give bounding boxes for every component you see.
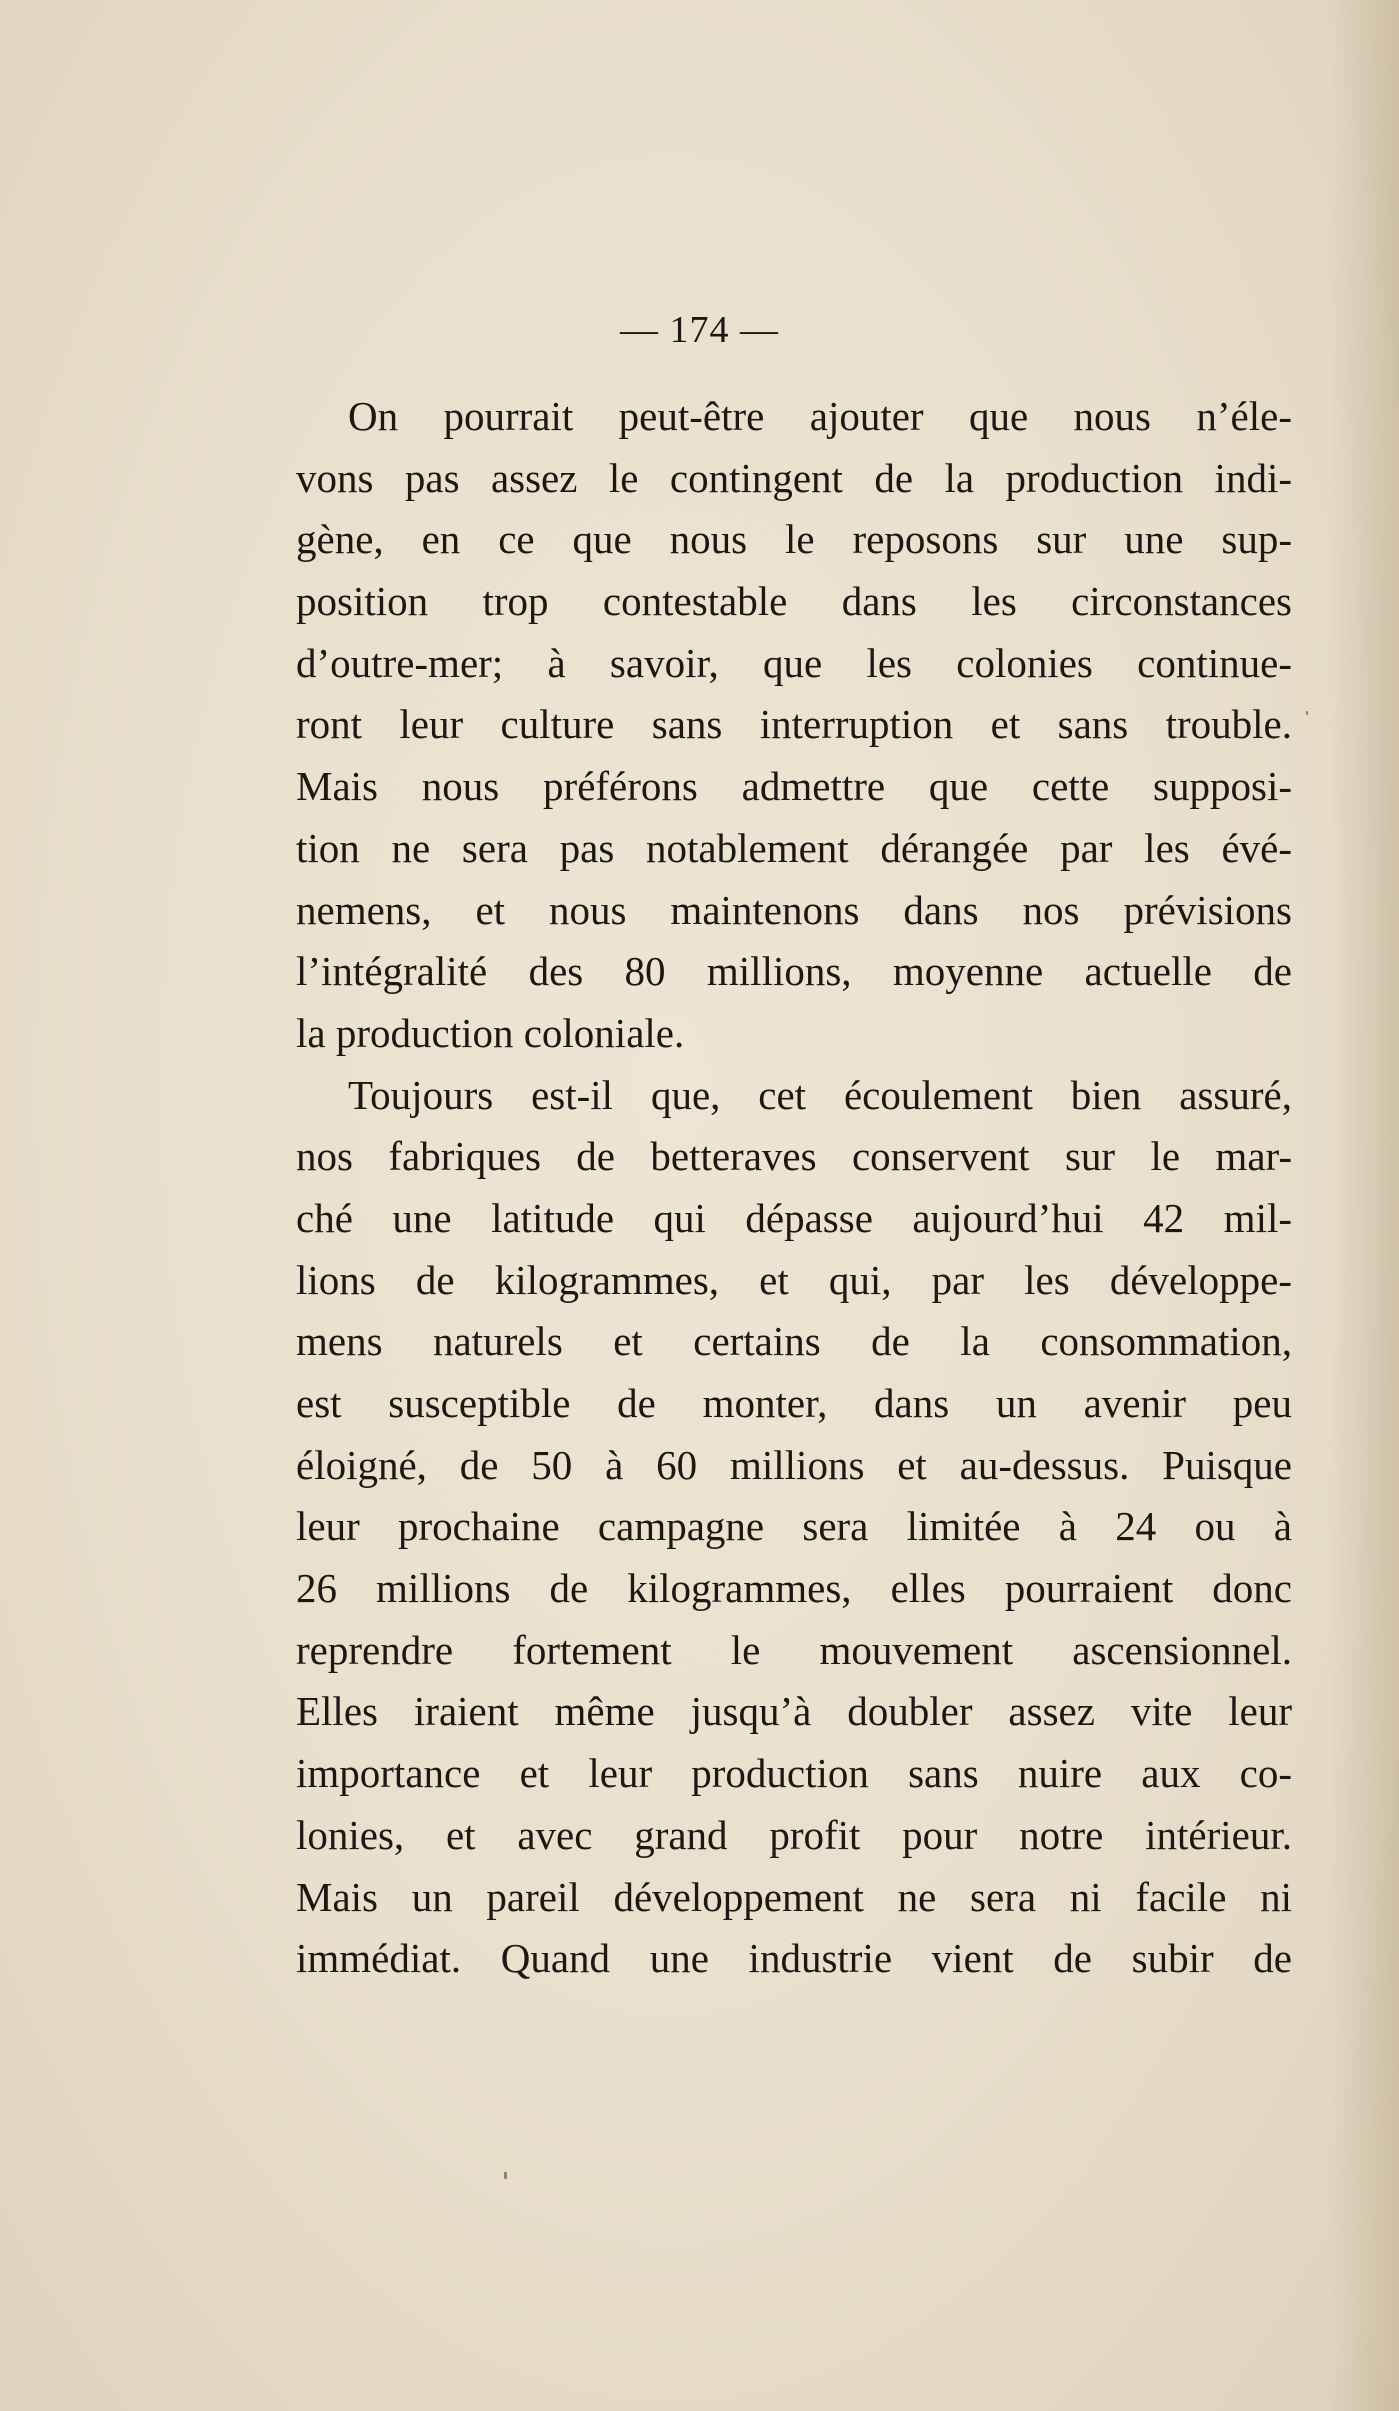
page-number: — 174 — [620,309,779,351]
body-text [296,386,1292,1990]
text-line: est susceptible de monter, dans un avenir peu [296,1380,1292,1426]
text-line: leur prochaine campagne sera limitée à 24 ou à [296,1503,1292,1550]
text-line: importance et leur production sans nuire aux co- [296,1750,1292,1797]
text-line: ché une latitude qui dépasse aujourd’hui 42 mil- [296,1194,1292,1241]
text-line: la production coloniale. [296,1009,685,1056]
text-line: On pourrait peut-être ajouter que nous n’éle- [348,393,1292,439]
text-line: immédiat. Quand une industrie vient de subir de [296,1935,1292,1982]
text-line: Mais nous préférons admettre que cette supposi- [296,763,1292,810]
text-line: tion ne sera pas notablement dérangée par les évé- [296,824,1292,871]
text-line: lonies, et avec grand profit pour notre intérieur. [296,1811,1292,1858]
page-edge-shadow [1329,0,1399,2411]
text-line: éloigné, de 50 à 60 millions et au-dessus. Puisque [296,1441,1292,1488]
text-line: gène, en ce que nous le reposons sur une sup- [296,516,1292,563]
paper-speck [1306,711,1308,715]
text-line: nemens, et nous maintenons dans nos prévisions [296,886,1292,933]
text-line: Toujours est-il que, cet écoulement bien assuré, [348,1071,1292,1118]
text-line: mens naturels et certains de la consommation, [296,1318,1292,1365]
text-line: ront leur culture sans interruption et sans trouble. [296,701,1292,748]
text-line: d’outre-mer; à savoir, que les colonies continue- [296,639,1292,686]
text-line: l’intégralité des 80 millions, moyenne actuelle de [296,948,1292,995]
text-line: Elles iraient même jusqu’à doubler assez vite leur [296,1688,1292,1735]
text-line: Mais un pareil développement ne sera ni facile ni [296,1873,1292,1920]
paper-speck [504,2172,507,2179]
text-line: reprendre fortement le mouvement ascensionnel. [296,1626,1292,1673]
text-line: nos fabriques de betteraves conservent sur le mar- [296,1133,1292,1180]
text-line: lions de kilogrammes, et qui, par les développe- [296,1256,1292,1303]
text-line: position trop contestable dans les circonstances [296,578,1292,625]
text-line: vons pas assez le contingent de la production indi- [296,454,1292,501]
text-line: 26 millions de kilogrammes, elles pourraient donc [296,1565,1292,1612]
